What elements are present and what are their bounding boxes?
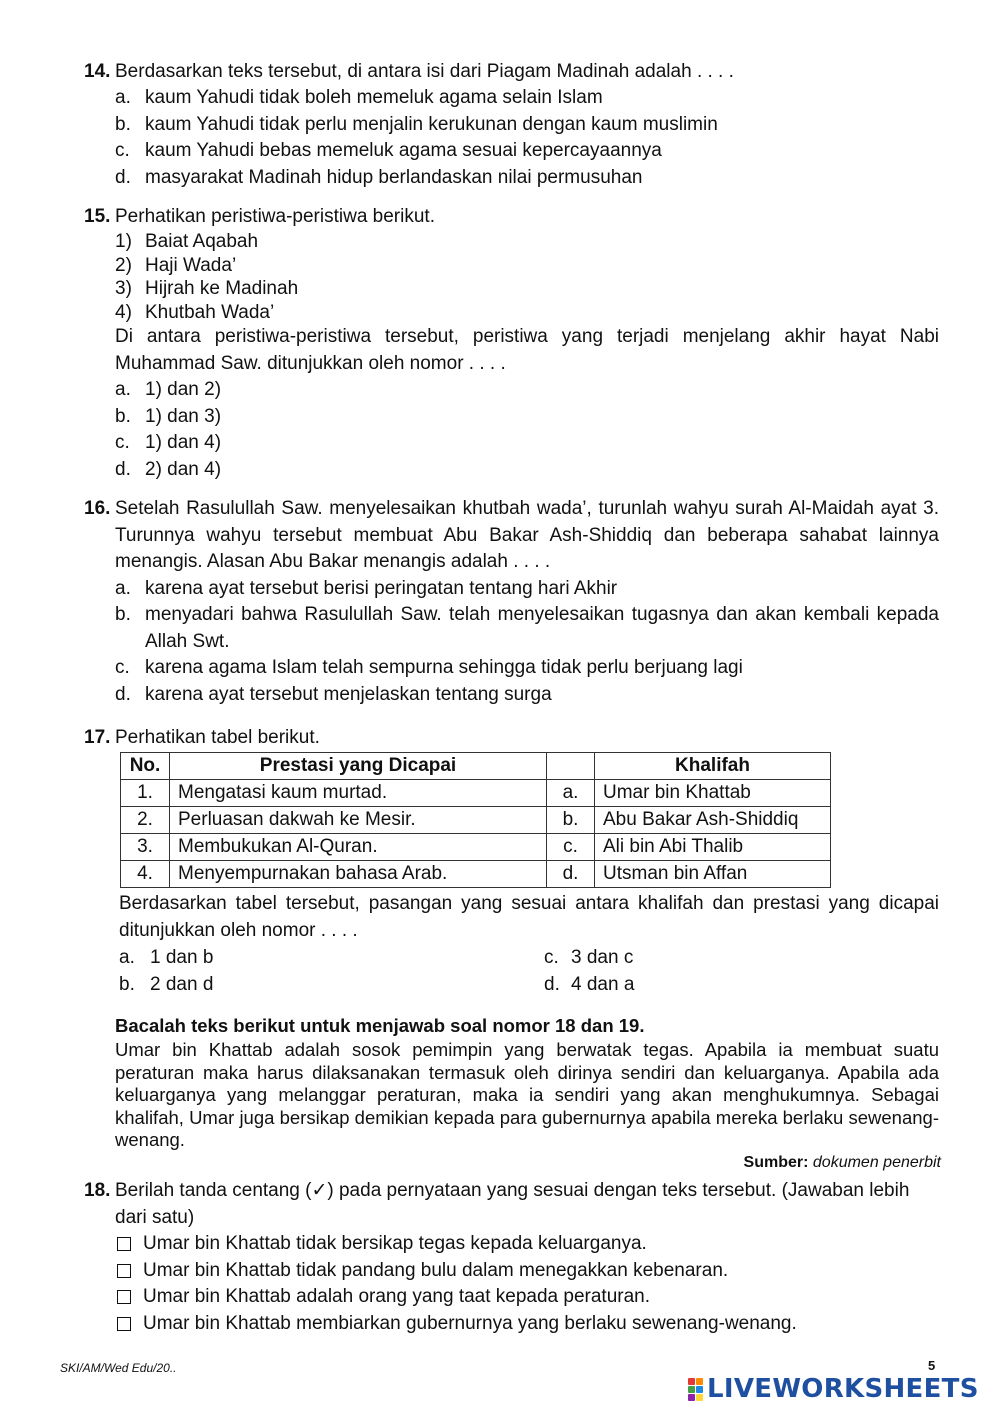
option-grid — [119, 944, 939, 998]
question-number: 18. — [84, 1180, 111, 1201]
question-text: Berdasarkan teks tersebut, di antara isi dari Piagam Madinah adalah . . . . — [115, 61, 734, 82]
passage-title: Bacalah teks berikut untuk menjawab soal nomor 18 dan 19. — [115, 1015, 645, 1036]
checkbox[interactable] — [117, 1264, 131, 1278]
question-number: 16. — [84, 498, 111, 519]
option-c[interactable]: c. karena agama Islam telah sempurna sehingga tidak perlu berjuang lagi — [115, 657, 743, 678]
header-letter — [547, 753, 595, 780]
question-17-head — [84, 724, 939, 751]
option-d[interactable]: d. karena ayat tersebut menjelaskan tentang surga — [115, 683, 552, 705]
question-text: Berilah tanda centang (✓) pada pernyataan yang sesuai dengan teks tersebut. (Jawaban lebih dari satu) — [115, 1180, 910, 1228]
option-d[interactable]: d. masyarakat Madinah hidup berlandaskan nilai permusuhan — [115, 166, 643, 188]
table-header-row — [121, 753, 831, 780]
option-a[interactable]: a. karena ayat tersebut berisi peringatan tentang hari Akhir — [115, 577, 618, 599]
question-text: Perhatikan peristiwa-peristiwa berikut. — [115, 206, 435, 227]
checkbox[interactable] — [117, 1290, 131, 1304]
header-achievement: Prestasi yang Dicapai — [170, 753, 547, 780]
option-a[interactable]: a. kaum Yahudi tidak boleh memeluk agama selain Islam — [115, 87, 603, 108]
source-value: dokumen penerbit — [812, 1154, 941, 1171]
event-item: 1) Baiat Aqabah — [115, 231, 259, 252]
footer-code: SKI/AM/Wed Edu/20.. — [60, 1361, 177, 1375]
option-c[interactable]: c. 3 dan c — [544, 947, 634, 968]
checkbox-item[interactable]: Umar bin Khattab tidak pandang bulu dalam menegakkan kebenaran. — [115, 1258, 939, 1285]
reading-passage — [115, 1013, 939, 1152]
event-item: 3) Hijrah ke Madinah — [115, 278, 299, 299]
question-number: 15. — [84, 206, 111, 227]
option-d[interactable]: d. 2) dan 4) — [115, 458, 222, 480]
option-b[interactable]: b. 1) dan 3) — [115, 405, 222, 427]
question-17-body — [119, 890, 939, 998]
source-label: Sumber: — [743, 1154, 809, 1171]
option-a[interactable]: a. 1 dan b — [119, 947, 214, 968]
option-a[interactable]: a. 1) dan 2) — [115, 379, 222, 400]
question-prompt: Di antara peristiwa-peristiwa tersebut, peristiwa yang terjadi menjelang akhir hayat Nabi Muhammad Saw. ditunjukkan oleh nomor . . . . — [115, 326, 939, 374]
header-caliph: Khalifah — [595, 753, 831, 780]
option-c[interactable]: c. kaum Yahudi bebas memeluk agama sesuai kepercayaannya — [115, 140, 662, 161]
passage-body: Umar bin Khattab adalah sosok pemimpin yang berwatak tegas. Apabila ia membuat suatu peraturan maka harus dilaksanakan termasuk oleh dirinya sendiri dan keluarganya. Apabila ada keluarganya yang melanggar peraturan, maka ia sendiri yang akan menghukumnya. Sebagai khalifah, Umar juga bersikap demikian kepada para gubernurnya apabila mereka berlaku sewenang-wenang. — [115, 1039, 939, 1150]
question-prompt: Berdasarkan tabel tersebut, pasangan yang sesuai antara khalifah dan prestasi yang dicapai ditunjukkan oleh nomor . . . . — [119, 893, 939, 941]
checkbox-item[interactable]: Umar bin Khattab tidak bersikap tegas kepada keluarganya. — [115, 1231, 939, 1258]
page-number: 5 — [928, 1358, 936, 1373]
option-d[interactable]: d. 4 dan a — [544, 974, 635, 995]
header-no: No. — [121, 753, 170, 780]
question-number: 17. — [84, 727, 111, 748]
question-15 — [84, 203, 939, 483]
liveworksheets-logo — [688, 1374, 979, 1404]
event-item: 4) Khutbah Wada’ — [115, 301, 275, 323]
event-item: 2) Haji Wada’ — [115, 254, 237, 276]
option-b[interactable]: b. menyadari bahwa Rasulullah Saw. telah menyelesaikan tugasnya dan akan kembali kepada Allah Swt. — [115, 604, 939, 652]
checkbox-item[interactable]: Umar bin Khattab membiarkan gubernurnya yang berlaku sewenang-wenang. — [115, 1311, 939, 1338]
option-c[interactable]: c. 1) dan 4) — [115, 432, 222, 453]
question-number: 14. — [84, 61, 111, 82]
logo-icon — [688, 1378, 703, 1401]
question-18 — [84, 1178, 939, 1337]
checkbox[interactable] — [117, 1237, 131, 1251]
question-14 — [84, 58, 939, 191]
table-row: 1. Mengatasi kaum murtad. a. Umar bin Khattab — [121, 780, 831, 807]
question-16 — [84, 496, 939, 708]
passage-source — [744, 1154, 941, 1172]
table-row: 3. Membukukan Al-Quran. c. Ali bin Abi Thalib — [121, 834, 831, 861]
option-b[interactable]: b. 2 dan d — [119, 974, 214, 995]
table-row: 4. Menyempurnakan bahasa Arab. d. Utsman bin Affan — [121, 861, 831, 888]
achievement-table — [120, 752, 831, 888]
question-text: Perhatikan tabel berikut. — [115, 727, 320, 748]
checkbox[interactable] — [117, 1317, 131, 1331]
logo-text: LIVEWORKSHEETS — [707, 1374, 979, 1404]
table-row: 2. Perluasan dakwah ke Mesir. b. Abu Bakar Ash-Shiddiq — [121, 807, 831, 834]
option-b[interactable]: b. kaum Yahudi tidak perlu menjalin kerukunan dengan kaum muslimin — [115, 113, 718, 135]
question-text: Setelah Rasulullah Saw. menyelesaikan khutbah wada’, turunlah wahyu surah Al-Maidah ayat 3. Turunnya wahyu tersebut membuat Abu Bakar Ash-Shiddiq dan beberapa sahabat lainnya menangis. Alasan Abu Bakar menangis adalah . . . . — [115, 498, 939, 572]
checkbox-item[interactable]: Umar bin Khattab adalah orang yang taat kepada peraturan. — [115, 1284, 939, 1311]
